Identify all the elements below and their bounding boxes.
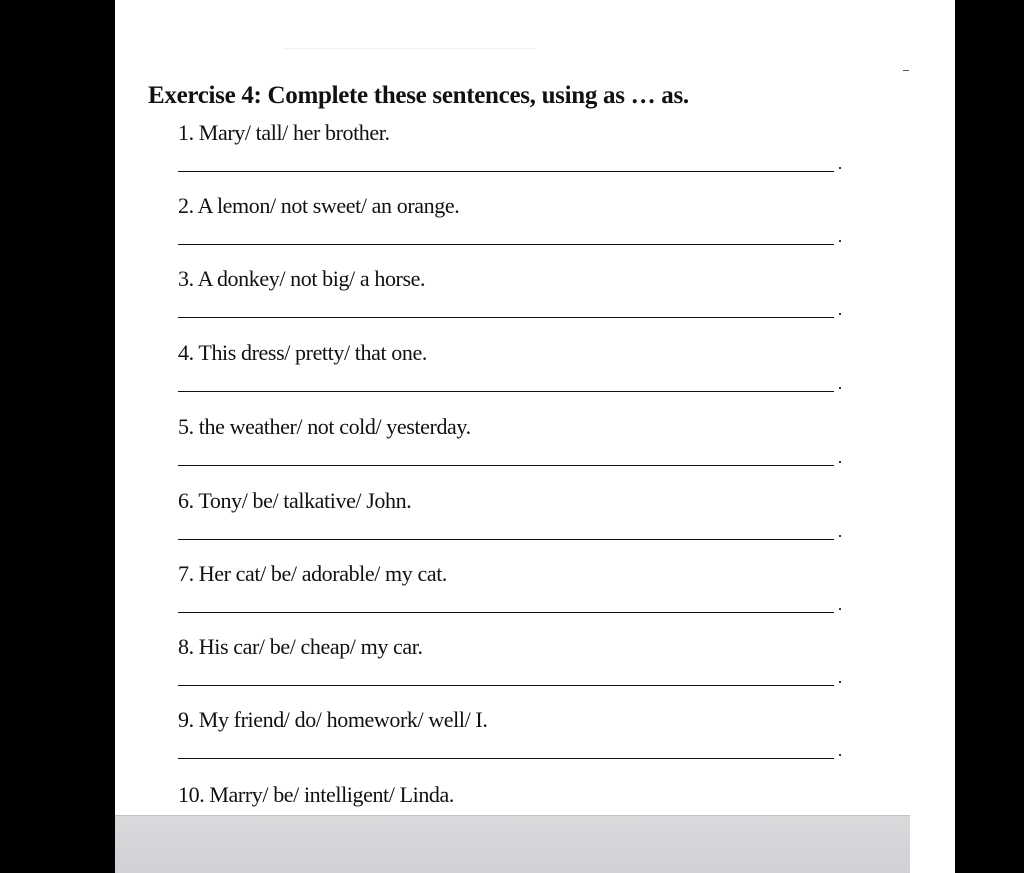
item-prompt: 5. the weather/ not cold/ yesterday. bbox=[178, 414, 471, 439]
item-prompt: 10. Marry/ be/ intelligent/ Linda. bbox=[178, 782, 454, 807]
answer-line[interactable] bbox=[178, 317, 834, 318]
exercise-item bbox=[178, 193, 838, 245]
item-prompt: 2. A lemon/ not sweet/ an orange. bbox=[178, 193, 460, 218]
scan-artifact bbox=[285, 48, 535, 50]
answer-line[interactable] bbox=[178, 758, 834, 759]
exercise-item bbox=[178, 561, 838, 613]
exercise-item bbox=[178, 266, 838, 318]
viewer-bottom-bar bbox=[115, 815, 910, 873]
exercise-item bbox=[178, 414, 838, 466]
item-prompt: 4. This dress/ pretty/ that one. bbox=[178, 340, 427, 365]
item-prompt: 3. A donkey/ not big/ a horse. bbox=[178, 266, 426, 291]
exercise-item bbox=[178, 340, 838, 392]
answer-line[interactable] bbox=[178, 612, 834, 613]
exercise-item bbox=[178, 782, 838, 808]
exercise-item bbox=[178, 634, 838, 686]
answer-line[interactable] bbox=[178, 539, 834, 540]
document-page bbox=[115, 0, 955, 873]
exercise-title: Exercise 4: Complete these sentences, using as … as. bbox=[148, 82, 689, 109]
answer-line[interactable] bbox=[178, 465, 834, 466]
item-prompt: 8. His car/ be/ cheap/ my car. bbox=[178, 634, 423, 659]
item-prompt: 9. My friend/ do/ homework/ well/ I. bbox=[178, 707, 488, 732]
item-prompt: 1. Mary/ tall/ her brother. bbox=[178, 120, 390, 145]
exercise-item bbox=[178, 488, 838, 540]
item-prompt: 7. Her cat/ be/ adorable/ my cat. bbox=[178, 561, 448, 586]
exercise-item bbox=[178, 707, 838, 759]
answer-line[interactable] bbox=[178, 171, 834, 172]
answer-line[interactable] bbox=[178, 391, 834, 392]
answer-line[interactable] bbox=[178, 244, 834, 245]
exercise-item bbox=[178, 120, 838, 172]
answer-line[interactable] bbox=[178, 685, 834, 686]
item-prompt: 6. Tony/ be/ talkative/ John. bbox=[178, 488, 412, 513]
scan-artifact bbox=[903, 70, 909, 71]
